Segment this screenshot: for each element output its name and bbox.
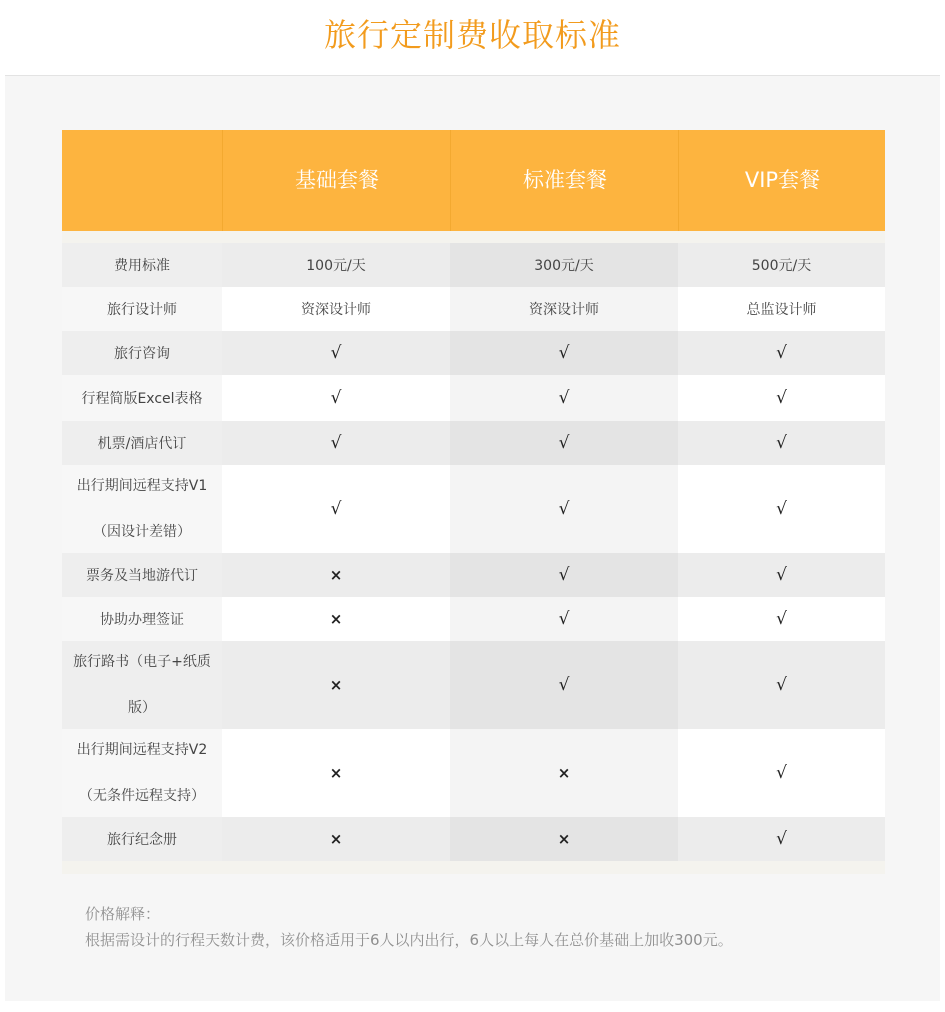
check-icon: √ [776,609,787,629]
content-panel [5,75,940,1001]
value-text: 资深设计师 [301,302,371,318]
check-icon: √ [558,609,570,629]
check-mark [678,375,885,421]
table-row [62,597,885,641]
value-text: 100元/天 [306,258,366,274]
table-row [62,375,885,421]
cross-icon: × [329,610,343,628]
price-note [85,901,905,953]
check-icon: √ [776,829,787,849]
check-icon: √ [776,499,787,519]
row-label: 机票/酒店代订 [62,421,222,465]
check-mark [450,553,678,597]
check-mark [678,465,885,553]
value-text: 资深设计师 [529,302,599,318]
cross-mark [222,641,450,729]
cross-icon: × [329,566,343,584]
cross-mark [222,817,450,861]
check-mark [678,641,885,729]
check-mark [450,597,678,641]
plan-value [450,243,678,287]
cross-icon: × [329,830,343,848]
check-icon: √ [330,433,342,453]
row-label: 旅行路书（电子+纸质版） [62,641,222,729]
table-row [62,331,885,375]
table-row [62,465,885,553]
row-label: 票务及当地游代订 [62,553,222,597]
row-label: 协助办理签证 [62,597,222,641]
check-icon: √ [558,675,570,695]
check-mark [678,331,885,375]
price-note-title: 价格解释： [85,905,161,923]
check-mark [450,375,678,421]
check-icon: √ [558,499,570,519]
check-mark [678,553,885,597]
check-mark [222,465,450,553]
check-mark [678,817,885,861]
cross-icon: × [557,830,571,848]
check-mark [222,331,450,375]
check-icon: √ [776,343,787,363]
value-text: 500元/天 [751,258,812,274]
cross-mark [450,729,678,817]
plan-value [222,287,450,331]
cross-mark [450,817,678,861]
check-icon: √ [330,388,342,408]
check-icon: √ [776,763,787,783]
plan-value [678,243,885,287]
row-label: 旅行纪念册 [62,817,222,861]
table-row [62,421,885,465]
cross-icon: × [557,764,571,782]
row-label: 行程简版Excel表格 [62,375,222,421]
pricing-table [62,130,885,874]
table-row [62,817,885,861]
row-label: 出行期间远程支持V1（因设计差错） [62,465,222,553]
check-mark [450,465,678,553]
check-mark [678,729,885,817]
check-icon: √ [558,388,570,408]
plan-vip-header: VIP套餐 [678,130,886,231]
cross-mark [222,729,450,817]
table-row [62,729,885,817]
row-label: 旅行咨询 [62,331,222,375]
plan-basic-header: 基础套餐 [222,130,451,231]
plan-value [450,287,678,331]
plan-value [678,287,885,331]
value-text: 总监设计师 [746,302,817,318]
header-corner [62,130,222,231]
price-note-text: 根据需设计的行程天数计费，该价格适用于6人以内出行，6人以上每人在总价基础上加收300元。 [85,931,733,949]
row-label: 出行期间远程支持V2（无条件远程支持） [62,729,222,817]
page-title: 旅行定制费收取标准 [323,16,621,54]
plan-standard-header: 标准套餐 [450,130,679,231]
check-mark [450,421,678,465]
check-icon: √ [776,433,787,453]
check-icon: √ [776,388,787,408]
check-mark [678,421,885,465]
table-row [62,287,885,331]
check-mark [222,421,450,465]
row-label: 旅行设计师 [62,287,222,331]
table-row [62,641,885,729]
check-icon: √ [558,565,570,585]
table-row [62,553,885,597]
cross-mark [222,553,450,597]
cross-mark [222,597,450,641]
row-label: 费用标准 [62,243,222,287]
check-icon: √ [330,343,342,363]
check-icon: √ [776,675,787,695]
cross-icon: × [329,676,343,694]
check-mark [450,641,678,729]
check-mark [678,597,885,641]
plan-value [222,243,450,287]
value-text: 300元/天 [534,258,594,274]
check-icon: √ [558,433,570,453]
check-icon: √ [558,343,570,363]
cross-icon: × [329,764,343,782]
check-mark [222,375,450,421]
table-header [62,130,885,231]
check-mark [450,331,678,375]
check-icon: √ [330,499,342,519]
check-icon: √ [776,565,787,585]
table-row [62,243,885,287]
